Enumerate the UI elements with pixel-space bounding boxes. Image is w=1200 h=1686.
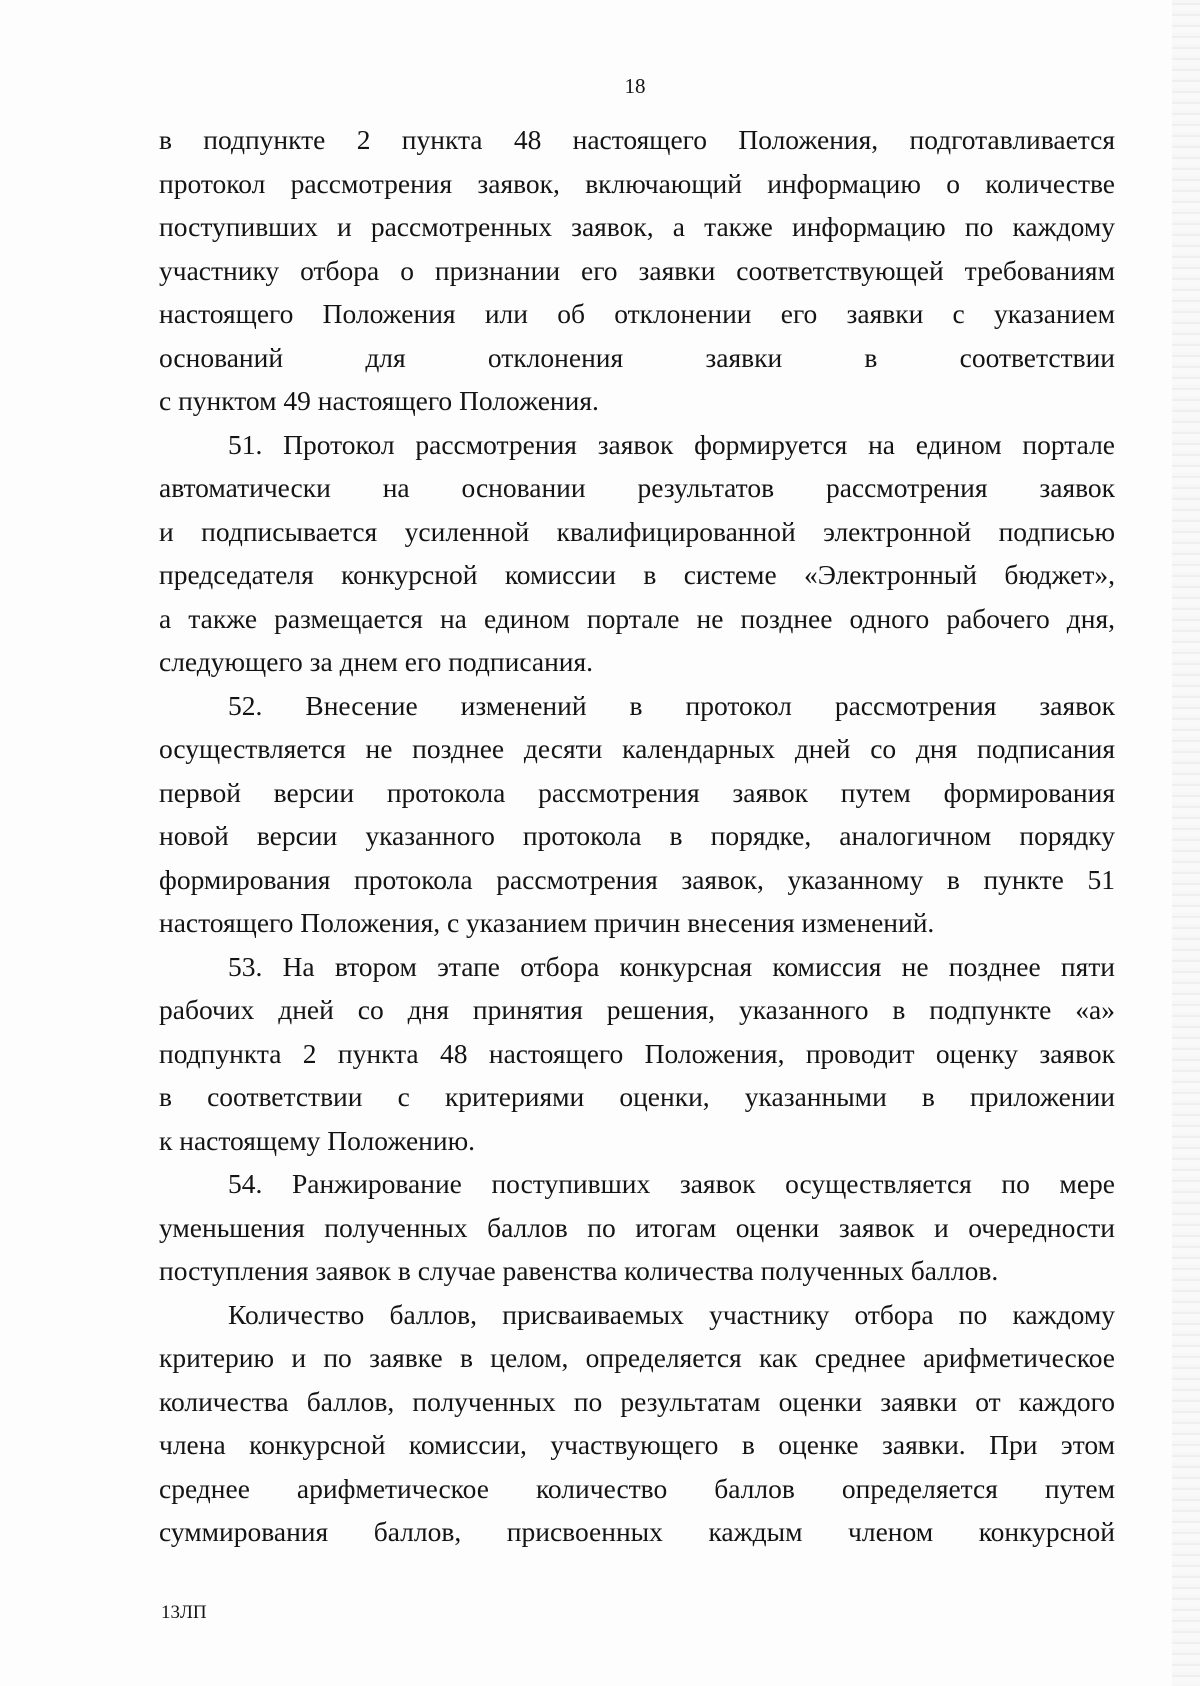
text-line: и подписывается усиленной квалифицированной электронной подписью (159, 515, 1115, 547)
text-line: в соответствии с критериями оценки, указанными в приложении (159, 1081, 1115, 1112)
text-line: а также размещается на едином портале не позднее одного рабочего дня, (159, 602, 1115, 634)
text-line: в подпункте 2 пункта 48 настоящего Положения, подготавливается (159, 124, 1115, 155)
text-line: 51. Протокол рассмотрения заявок формируется на едином портале (228, 428, 1115, 460)
text-line: следующего за днем его подписания. (159, 646, 594, 677)
text-line: с пунктом 49 настоящего Положения. (159, 385, 599, 416)
document-body (159, 118, 1115, 1554)
text-line: новой версии указанного протокола в порядке, аналогичном порядку (159, 820, 1115, 851)
text-line: члена конкурсной комиссии, участвующего в оценке заявки. При этом (159, 1429, 1115, 1460)
text-line: протокол рассмотрения заявок, включающий информацию о количестве (159, 167, 1115, 199)
text-line: уменьшения полученных баллов по итогам оценки заявок и очередности (159, 1211, 1115, 1243)
text-line: настоящего Положения, с указанием причин внесения изменений. (159, 907, 935, 938)
text-line: количества баллов, полученных по результатам оценки заявки от каждого (159, 1385, 1115, 1417)
text-line: первой версии протокола рассмотрения заявок путем формирования (159, 776, 1115, 808)
text-line: оснований для отклонения заявки в соответствии (159, 341, 1115, 373)
text-line: суммирования баллов, присвоенных каждым членом конкурсной (159, 1516, 1115, 1547)
scan-edge-artifact (1172, 0, 1200, 1686)
text-line: поступивших и рассмотренных заявок, а также информацию по каждому (159, 211, 1115, 242)
text-line: рабочих дней со дня принятия решения, указанного в подпункте «а» (159, 994, 1115, 1025)
text-line: Количество баллов, присваиваемых участнику отбора по каждому (228, 1298, 1115, 1330)
page-number: 18 (624, 74, 646, 98)
text-line: к настоящему Положению. (159, 1124, 476, 1156)
text-line: критерию и по заявке в целом, определяется как среднее арифметическое (159, 1342, 1115, 1373)
text-line: подпункта 2 пункта 48 настоящего Положения, проводит оценку заявок (159, 1037, 1115, 1069)
text-line: 53. На втором этапе отбора конкурсная комиссия не позднее пяти (228, 950, 1115, 982)
text-line: 52. Внесение изменений в протокол рассмотрения заявок (228, 689, 1115, 721)
text-line: автоматически на основании результатов рассмотрения заявок (159, 472, 1115, 503)
text-line: 54. Ранжирование поступивших заявок осуществляется по мере (228, 1168, 1115, 1199)
text-line: настоящего Положения или об отклонении его заявки с указанием (159, 298, 1115, 329)
footer-document-code: 13ЛП (161, 1602, 207, 1623)
text-line: поступления заявок в случае равенства количества полученных баллов. (159, 1255, 999, 1286)
text-line: среднее арифметическое количество баллов определяется путем (159, 1472, 1115, 1504)
text-line: осуществляется не позднее десяти календарных дней со дня подписания (159, 733, 1115, 764)
text-line: формирования протокола рассмотрения заявок, указанному в пункте 51 (159, 863, 1115, 895)
text-line: председателя конкурсной комиссии в системе «Электронный бюджет», (159, 559, 1115, 590)
text-line: участнику отбора о признании его заявки соответствующей требованиям (159, 254, 1115, 286)
